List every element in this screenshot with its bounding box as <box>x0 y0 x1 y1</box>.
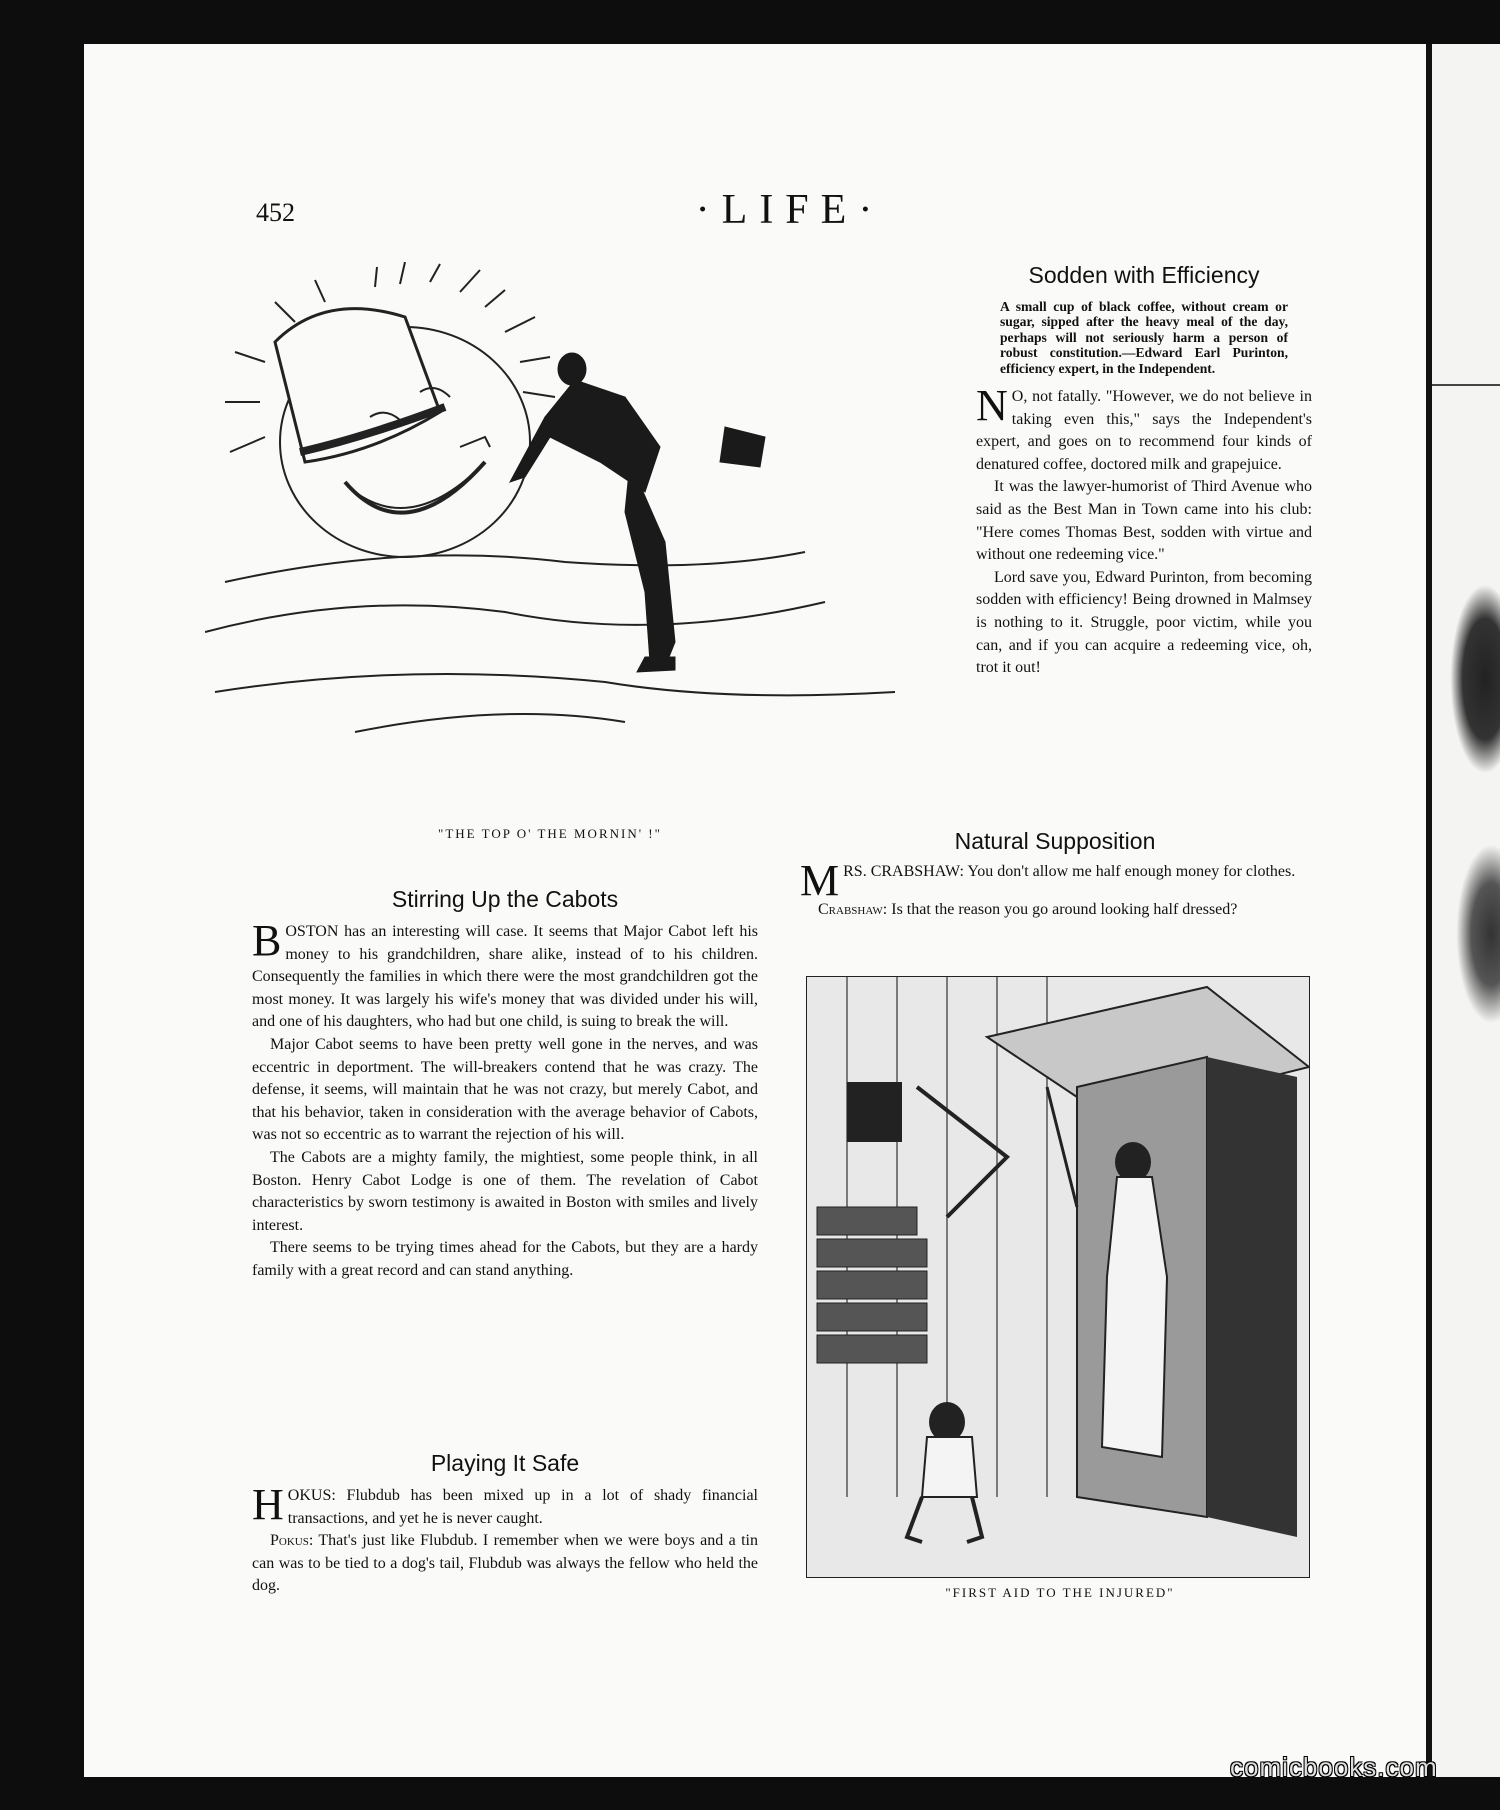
dialogue-text: Is that the reason you go around looking half dressed? <box>887 901 1238 918</box>
dialogue-text: RS. CRABSHAW: You don't allow me half enough money for clothes. <box>843 863 1296 880</box>
article-paragraph <box>252 916 758 1034</box>
drop-cap: M <box>800 856 840 905</box>
illustration-top-caption: "THE TOP O' THE MORNIN' !" <box>438 826 662 841</box>
dialogue-text: That's just like Flubdub. I remember when we were boys and a tin can was to be tied to a dog's tail, Flubdub was always the fellow who held the dog. <box>252 1532 758 1595</box>
illustration-sun-bowing <box>205 262 895 822</box>
article-sodden-with-efficiency <box>976 262 1312 680</box>
article-title: Natural Supposition <box>954 828 1156 854</box>
facing-page-drawing-fragment <box>1456 844 1500 1024</box>
article-paragraph: The Cabots are a mighty family, the mightiest, some people think, in all Boston. Henry Cabot Lodge is one of them. The revelation of Cabot characteristics by sworn testimony is awaited in Boston with smiles and lively interest. <box>252 1148 758 1234</box>
dialogue-line <box>252 1480 758 1530</box>
dialogue-line <box>252 1530 758 1598</box>
illustration-bottom-caption: "FIRST AID TO THE INJURED" <box>945 1585 1175 1600</box>
article-playing-it-safe <box>252 1450 758 1598</box>
facing-page-drawing-fragment <box>1450 584 1500 774</box>
dialogue-text: OKUS: Flubdub has been mixed up in a lot of shady financial transactions, and yet he is never caught. <box>287 1487 758 1527</box>
drop-cap: N <box>976 381 1008 431</box>
article-title: Sodden with Efficiency <box>1028 262 1260 288</box>
article-paragraph <box>976 381 1312 476</box>
article-paragraph: Major Cabot seems to have been pretty well gone in the nerves, and was eccentric in deportment. The will-breakers contend that he was crazy. The defense, it seems, will maintain that he was not crazy, but merely Cabot, and that his behavior, taken in consideration with the average behavior of Cabots, was not so eccentric as to warrant the rejection of his will. <box>252 1035 758 1144</box>
facing-page-edge <box>1432 44 1500 1777</box>
speaker-name: Crabshaw: <box>818 901 888 918</box>
facing-page-rule <box>1432 384 1500 386</box>
article-epigraph: A small cup of black coffee, without cream or sugar, sipped after the heavy meal of the day, perhaps will not seriously harm a person of robust constitution.—Edward Earl Purinton, efficiency expert, in the Independent. <box>1000 299 1288 376</box>
article-paragraph: It was the lawyer-humorist of Third Avenue who said as the Best Man in Town came into his club: "Here comes Thomas Best, sodden with virtue and without one redeeming vice." <box>976 478 1312 564</box>
drop-cap: H <box>252 1480 284 1529</box>
dialogue-line <box>800 856 1310 905</box>
article-paragraph: There seems to be trying times ahead for the Cabots, but they are a hardy family with a great record and can stand anything. <box>252 1239 758 1279</box>
publisher-watermark: comicbooks.com <box>1230 1752 1438 1782</box>
first-aid-drawing <box>807 977 1309 1577</box>
article-natural-supposition <box>800 828 1310 922</box>
article-stirring-up-the-cabots <box>252 886 758 1283</box>
illustration-first-aid <box>806 976 1310 1578</box>
masthead-life: ·LIFE· <box>695 187 885 233</box>
article-title: Stirring Up the Cabots <box>391 886 619 912</box>
paragraph-text: OSTON has an interesting will case. It seems that Major Cabot left his money to his grandchildren, share alike, instead of to his children. Consequently the families in which there were the most grandchildren got the most money. It was largely his wife's money that was divided under his will, and one of his daughters, who had but one child, is suing to break the will. <box>252 923 758 1031</box>
article-title: Playing It Safe <box>430 1450 580 1476</box>
drop-cap: B <box>252 916 282 965</box>
article-paragraph: Lord save you, Edward Purinton, from becoming sodden with efficiency! Being drowned in Malmsey is nothing to it. Struggle, poor victim, while you can, and if you can acquire a redeeming vice, oh, trot it out! <box>976 568 1312 677</box>
speaker-name: Pokus: <box>270 1532 314 1550</box>
sun-and-man-drawing <box>205 262 895 822</box>
page-number: 452 <box>256 198 295 227</box>
paragraph-text: O, not fatally. "However, we do not believe in taking even this," says the Independent's expert, and goes on to recommend four kinds of denatured coffee, doctored milk and grapejuice. <box>976 388 1312 473</box>
dialogue-line <box>800 899 1310 922</box>
